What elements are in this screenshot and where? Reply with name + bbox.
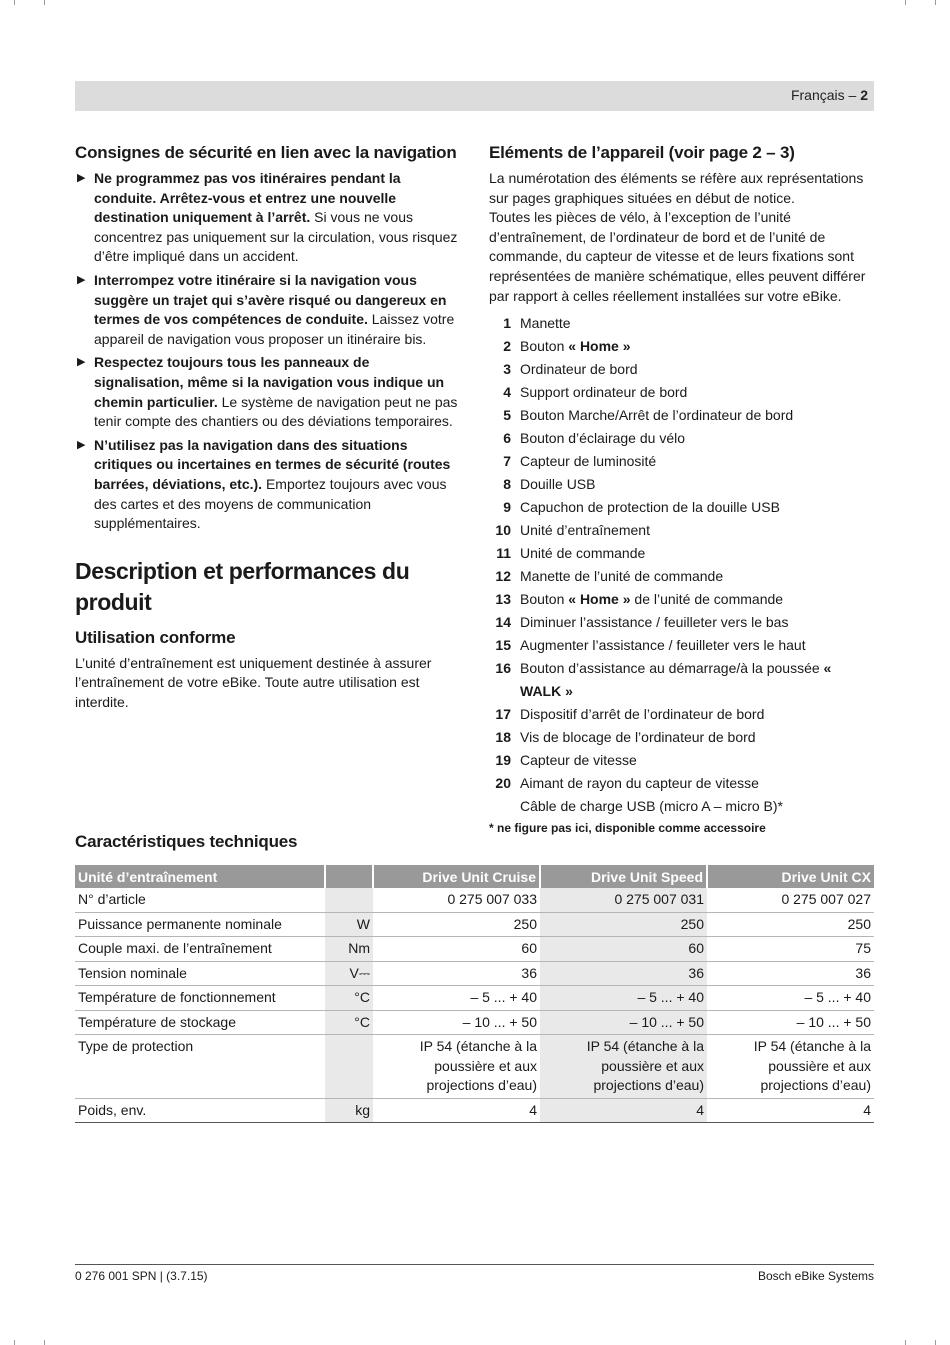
unit-cell: Nm <box>325 937 373 962</box>
unit-cell: kg <box>325 1098 373 1123</box>
footer-brand: Bosch eBike Systems <box>757 1269 874 1283</box>
footer-doc-number: 0 276 001 SPN | (3.7.15) <box>75 1269 208 1283</box>
triangle-bullet-icon: ▶ <box>77 273 86 286</box>
value-cell: IP 54 (étanche à la poussière et aux projections d’eau) <box>540 1035 707 1099</box>
header-cell: Drive Unit Cruise <box>373 865 540 888</box>
row-label: Type de protection <box>75 1035 325 1099</box>
unit-cell: V⎓ <box>325 961 373 986</box>
part-text: Capteur de luminosité <box>520 453 657 470</box>
part-label <box>520 404 793 427</box>
part-number: 10 <box>495 522 511 539</box>
part-item <box>489 772 875 795</box>
part-text: Unité de commande <box>520 545 646 562</box>
part-number: 8 <box>503 476 511 493</box>
part-text: Douille USB <box>520 476 596 493</box>
part-number: 20 <box>495 775 511 792</box>
value-cell: 4 <box>540 1098 707 1123</box>
page-number: 2 <box>860 87 868 103</box>
part-text: Bouton d’assistance au démarrage/à la poussée <box>520 660 824 677</box>
value-cell: 0 275 007 033 <box>373 888 540 912</box>
header-cell: Drive Unit Speed <box>540 865 707 888</box>
value-cell: IP 54 (étanche à la poussière et aux projections d’eau) <box>373 1035 540 1099</box>
parts-list <box>489 312 875 818</box>
safety-heading: Consignes de sécurité en lien avec la navigation <box>75 143 457 162</box>
part-number: 18 <box>495 729 511 746</box>
value-cell: 4 <box>707 1098 874 1123</box>
row-label: Température de stockage <box>75 1010 325 1035</box>
part-item <box>489 703 875 726</box>
value-cell: 250 <box>540 912 707 937</box>
part-text: Bouton <box>520 591 569 608</box>
part-number: 12 <box>495 568 511 585</box>
safety-item-text: Laissez votre appareil de navigation vous proposer un itinéraire bis. <box>94 311 455 347</box>
part-item <box>489 749 875 772</box>
part-item <box>489 496 875 519</box>
part-item <box>489 427 875 450</box>
part-number: 2 <box>503 338 511 355</box>
row-label: Tension nominale <box>75 961 325 986</box>
part-item <box>489 312 875 335</box>
unit-cell <box>325 1035 373 1099</box>
header-cell: Drive Unit CX <box>707 865 874 888</box>
page-header <box>75 81 874 111</box>
safety-item-bold: Ne programmez pas vos itinéraires pendant la conduite. Arrêtez-vous et entrez une nouvelle destination uniquement à l’arrêt. <box>94 170 401 226</box>
row-label: Couple maxi. de l’entraînement <box>75 937 325 962</box>
safety-item-text: Le système de navigation peut ne pas tenir compte des chantiers ou des déviations temporaires. <box>94 393 458 430</box>
footnote: * ne figure pas ici, disponible comme accessoire <box>489 821 766 836</box>
part-item <box>489 611 875 634</box>
table-row <box>75 1010 874 1035</box>
triangle-bullet-icon: ▶ <box>77 438 86 451</box>
part-text: Dispositif d’arrêt de l’ordinateur de bord <box>520 706 765 723</box>
safety-item <box>75 169 459 267</box>
safety-item-bold: Respectez toujours tous les panneaux de signalisation, même si la navigation vous indique un chemin particulier. <box>94 354 445 410</box>
safety-list <box>75 169 459 534</box>
part-number: 5 <box>503 407 511 424</box>
unit-cell: °C <box>325 986 373 1011</box>
part-label <box>520 588 783 611</box>
table-row <box>75 912 874 937</box>
part-number: 16 <box>495 660 511 677</box>
crop-mark <box>905 1340 906 1345</box>
part-item <box>489 542 875 565</box>
row-label: N° d’article <box>75 888 325 912</box>
crop-mark <box>14 1340 15 1345</box>
part-item <box>489 726 875 749</box>
value-cell: 36 <box>373 961 540 986</box>
part-item <box>489 335 875 358</box>
specs-heading: Caractéristiques techniques <box>75 832 298 851</box>
value-cell: 60 <box>373 937 540 962</box>
safety-item-text: Emportez toujours avec vous des cartes et des moyens de communication supplémentaires. <box>94 475 447 532</box>
part-item <box>489 795 875 818</box>
language-label: Français <box>790 87 845 103</box>
part-label <box>520 335 631 358</box>
row-label: Poids, env. <box>75 1098 325 1123</box>
right-column <box>489 143 875 835</box>
part-item <box>489 404 875 427</box>
separator: – <box>844 87 861 103</box>
value-cell: 0 275 007 031 <box>540 888 707 912</box>
part-text: Aimant de rayon du capteur de vitesse <box>520 775 759 792</box>
unit-cell: W <box>325 912 373 937</box>
part-text: Capuchon de protection de la douille USB <box>520 499 780 516</box>
part-label <box>520 473 595 496</box>
table-row <box>75 888 874 912</box>
value-cell: 75 <box>707 937 874 962</box>
header-cell <box>325 865 373 888</box>
value-cell: 250 <box>707 912 874 937</box>
part-text: Vis de blocage de l’ordinateur de bord <box>520 729 756 746</box>
part-label <box>520 772 759 795</box>
part-label <box>520 496 780 519</box>
specs-body <box>75 888 874 1123</box>
crop-mark <box>905 0 906 5</box>
specs-table <box>75 865 874 1123</box>
part-label <box>520 749 637 772</box>
part-label <box>520 611 788 634</box>
part-text: Manette <box>520 315 571 332</box>
crop-mark <box>14 0 15 5</box>
part-label <box>520 519 650 542</box>
value-cell: 36 <box>540 961 707 986</box>
unit-cell: °C <box>325 1010 373 1035</box>
part-number: 17 <box>495 706 511 723</box>
unit-cell <box>325 888 373 912</box>
part-text: Câble de charge USB (micro A – micro B)* <box>520 798 783 815</box>
elements-intro-2: Toutes les pièces de vélo, à l’exception de l’unité d’entraînement, de l’ordinateur de bord et de l’unité de commande, du capteur de vitesse et de leurs fixations sont représentées de manière schématique, elles peuvent différer par rapport à celles réellement installées sur votre eBike. <box>489 209 866 304</box>
part-emphasis: « Home » <box>568 338 631 355</box>
part-number: 14 <box>495 614 511 631</box>
part-number: 7 <box>503 453 511 470</box>
part-label <box>520 726 756 749</box>
table-row <box>75 1098 874 1123</box>
crop-mark <box>44 0 45 5</box>
part-label <box>520 565 723 588</box>
part-text: Augmenter l’assistance / feuilleter vers le haut <box>520 637 806 654</box>
part-item <box>489 634 875 657</box>
part-number: 15 <box>495 637 511 654</box>
part-emphasis: « Home » <box>568 591 631 608</box>
page-indicator <box>791 87 868 103</box>
part-number: 4 <box>503 384 511 401</box>
part-item <box>489 358 875 381</box>
part-number: 3 <box>503 361 511 378</box>
part-text: Diminuer l’assistance / feuilleter vers le bas <box>520 614 789 631</box>
part-number: 1 <box>503 315 511 332</box>
table-row <box>75 1035 874 1099</box>
value-cell: – 5 ... + 40 <box>540 986 707 1011</box>
part-item <box>489 519 875 542</box>
crop-mark <box>935 1340 936 1345</box>
part-label <box>520 427 685 450</box>
triangle-bullet-icon: ▶ <box>77 356 86 369</box>
part-label <box>520 450 656 473</box>
header-cell: Unité d’entraînement <box>75 865 325 888</box>
part-text: Bouton Marche/Arrêt de l’ordinateur de bord <box>520 407 794 424</box>
triangle-bullet-icon: ▶ <box>77 172 86 184</box>
safety-item <box>75 436 459 534</box>
part-item <box>489 588 875 611</box>
value-cell: – 10 ... + 50 <box>707 1010 874 1035</box>
part-text: Support ordinateur de bord <box>520 384 688 401</box>
part-item <box>489 657 875 703</box>
value-cell: 0 275 007 027 <box>707 888 874 912</box>
part-text: Manette de l’unité de commande <box>520 568 724 585</box>
safety-item <box>75 271 459 349</box>
safety-item-bold: Interrompez votre itinéraire si la navigation vous suggère un trajet qui s’avère risqué ou dangereux en termes de vos compétences de conduite. <box>94 271 447 328</box>
part-text: Ordinateur de bord <box>520 361 638 378</box>
elements-intro: La numérotation des éléments se réfère aux représentations sur pages graphiques situées en début de notice. <box>489 170 864 206</box>
part-number: 6 <box>503 430 511 447</box>
part-number <box>489 795 511 818</box>
part-label <box>520 312 571 335</box>
table-row <box>75 961 874 986</box>
part-number: 11 <box>496 545 511 562</box>
value-cell: – 10 ... + 50 <box>373 1010 540 1035</box>
part-label <box>520 358 638 381</box>
value-cell: 250 <box>373 912 540 937</box>
part-emphasis: « WALK » <box>520 660 832 700</box>
footer-divider <box>75 1264 874 1265</box>
usage-text: L’unité d’entraînement est uniquement destinée à assurer l’entraînement de votre eBike. Toute autre utilisation est interdite. <box>75 654 432 710</box>
left-column <box>75 143 459 712</box>
safety-item <box>75 353 459 431</box>
part-text-suffix: de l’unité de commande <box>630 591 784 608</box>
part-label <box>520 381 687 404</box>
part-label <box>520 657 875 703</box>
value-cell: – 10 ... + 50 <box>540 1010 707 1035</box>
value-cell: 36 <box>707 961 874 986</box>
description-heading: Description et performances du produit <box>75 557 410 615</box>
table-header-row <box>75 865 874 888</box>
value-cell: 60 <box>540 937 707 962</box>
part-text: Unité d’entraînement <box>520 522 650 539</box>
part-item <box>489 565 875 588</box>
row-label: Température de fonctionnement <box>75 986 325 1011</box>
usage-heading: Utilisation conforme <box>75 627 236 647</box>
table-row <box>75 937 874 962</box>
crop-mark <box>44 1340 45 1345</box>
elements-heading: Eléments de l’appareil (voir page 2 – 3) <box>489 143 795 162</box>
part-number: 19 <box>495 752 511 769</box>
value-cell: – 5 ... + 40 <box>707 986 874 1011</box>
part-number: 13 <box>495 591 511 608</box>
part-item <box>489 381 875 404</box>
part-label <box>520 542 645 565</box>
part-item <box>489 450 875 473</box>
crop-mark <box>935 0 936 5</box>
part-text: Bouton d’éclairage du vélo <box>520 430 686 447</box>
value-cell: – 5 ... + 40 <box>373 986 540 1011</box>
safety-item-text: Si vous ne vous concentrez pas uniquement sur la circulation, vous risquez d’être impliqué dans un accident. <box>94 209 458 265</box>
safety-item-bold: N’utilisez pas la navigation dans des situations critiques ou incertaines en termes de sécurité (routes barrées, déviations, etc.). <box>94 436 451 492</box>
part-label <box>520 795 783 818</box>
table-row <box>75 986 874 1011</box>
part-text: Bouton <box>520 338 569 355</box>
row-label: Puissance permanente nominale <box>75 912 325 937</box>
value-cell: 4 <box>373 1098 540 1123</box>
part-number: 9 <box>503 499 511 516</box>
part-text: Capteur de vitesse <box>520 752 637 769</box>
part-item <box>489 473 875 496</box>
value-cell: IP 54 (étanche à la poussière et aux projections d’eau) <box>707 1035 874 1099</box>
part-label <box>520 703 764 726</box>
part-label <box>520 634 806 657</box>
